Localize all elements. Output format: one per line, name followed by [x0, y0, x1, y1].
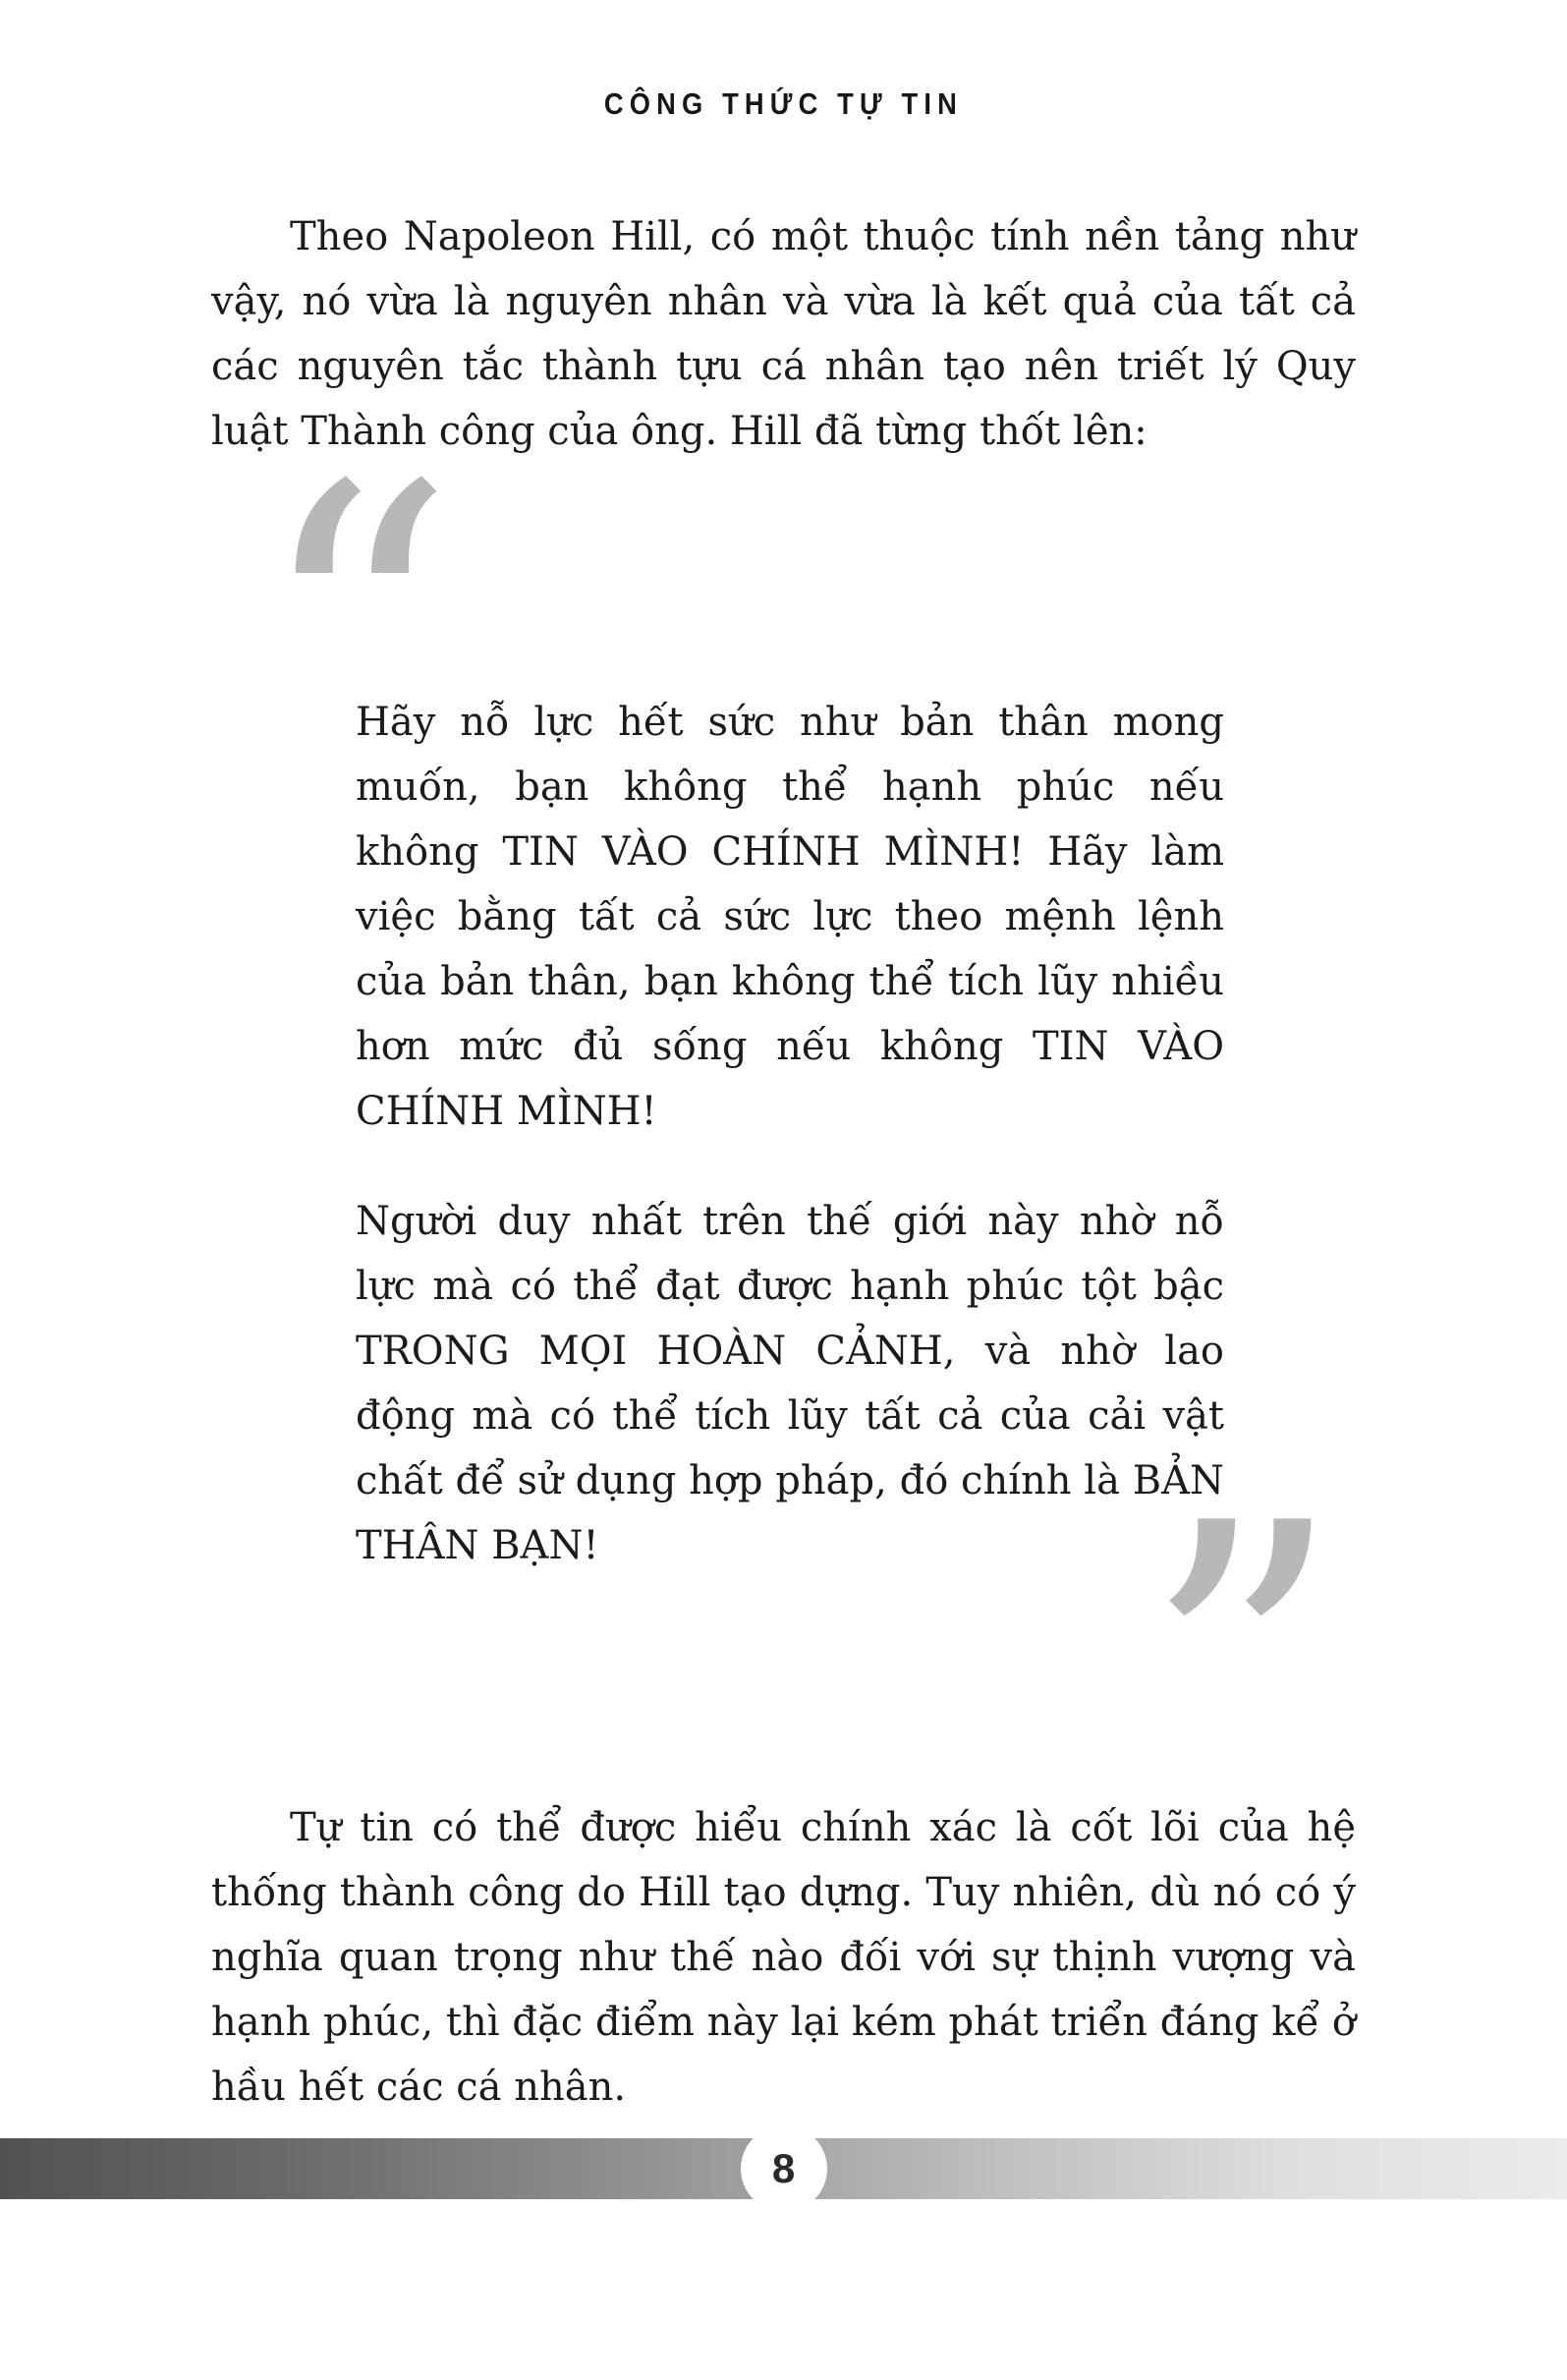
closing-paragraph: Tự tin có thể được hiểu chính xác là cốt lõi của hệ thống thành công do Hill tạo dựng. Tuy nhiên, dù nó có ý nghĩa quan trọng như thế nào đối với sự thịnh vượng và hạnh phúc, thì đặc điểm này lại kém phát triển đáng kể ở hầu hết các cá nhân.	[211, 1805, 1356, 2110]
open-quote-icon: “	[255, 404, 457, 861]
page-number-badge	[741, 2125, 827, 2212]
page-content	[211, 204, 1356, 2120]
intro-paragraph: Theo Napoleon Hill, có một thuộc tính nền tảng như vậy, nó vừa là nguyên nhân và vừa là kết quả của tất cả các nguyên tắc thành tựu cá nhân tạo nên triết lý Quy luật Thành công của ông. Hill đã từng thốt lên:	[211, 214, 1356, 454]
page-header	[0, 0, 1567, 122]
page-number: 8	[771, 2145, 796, 2191]
quote-paragraph: Hãy nỗ lực hết sức như bản thân mong muốn, bạn không thể hạnh phúc nếu không TIN VÀO CHÍNH MÌNH! Hãy làm việc bằng tất cả sức lực theo mệnh lệnh của bản thân, bạn không thể tích lũy nhiều hơn mức đủ sống nếu không TIN VÀO CHÍNH MÌNH!	[356, 700, 1224, 1134]
close-quote-icon: ”	[1142, 1442, 1343, 1898]
quote-open-area	[211, 404, 1356, 861]
quote-paragraph: Người duy nhất trên thế giới này nhờ nỗ lực mà có thể đạt được hạnh phúc tột bậc TRONG MỌI HOÀN CẢNH, và nhờ lao động mà có thể tích lũy tất cả của cải vật chất để sử dụng hợp pháp, đó chính là BẢN THÂN BẠN!	[356, 1199, 1224, 1568]
book-title: CÔNG THỨC TỰ TIN	[603, 86, 964, 121]
quote-close-area	[211, 1442, 1356, 1898]
blockquote	[356, 690, 1224, 1578]
